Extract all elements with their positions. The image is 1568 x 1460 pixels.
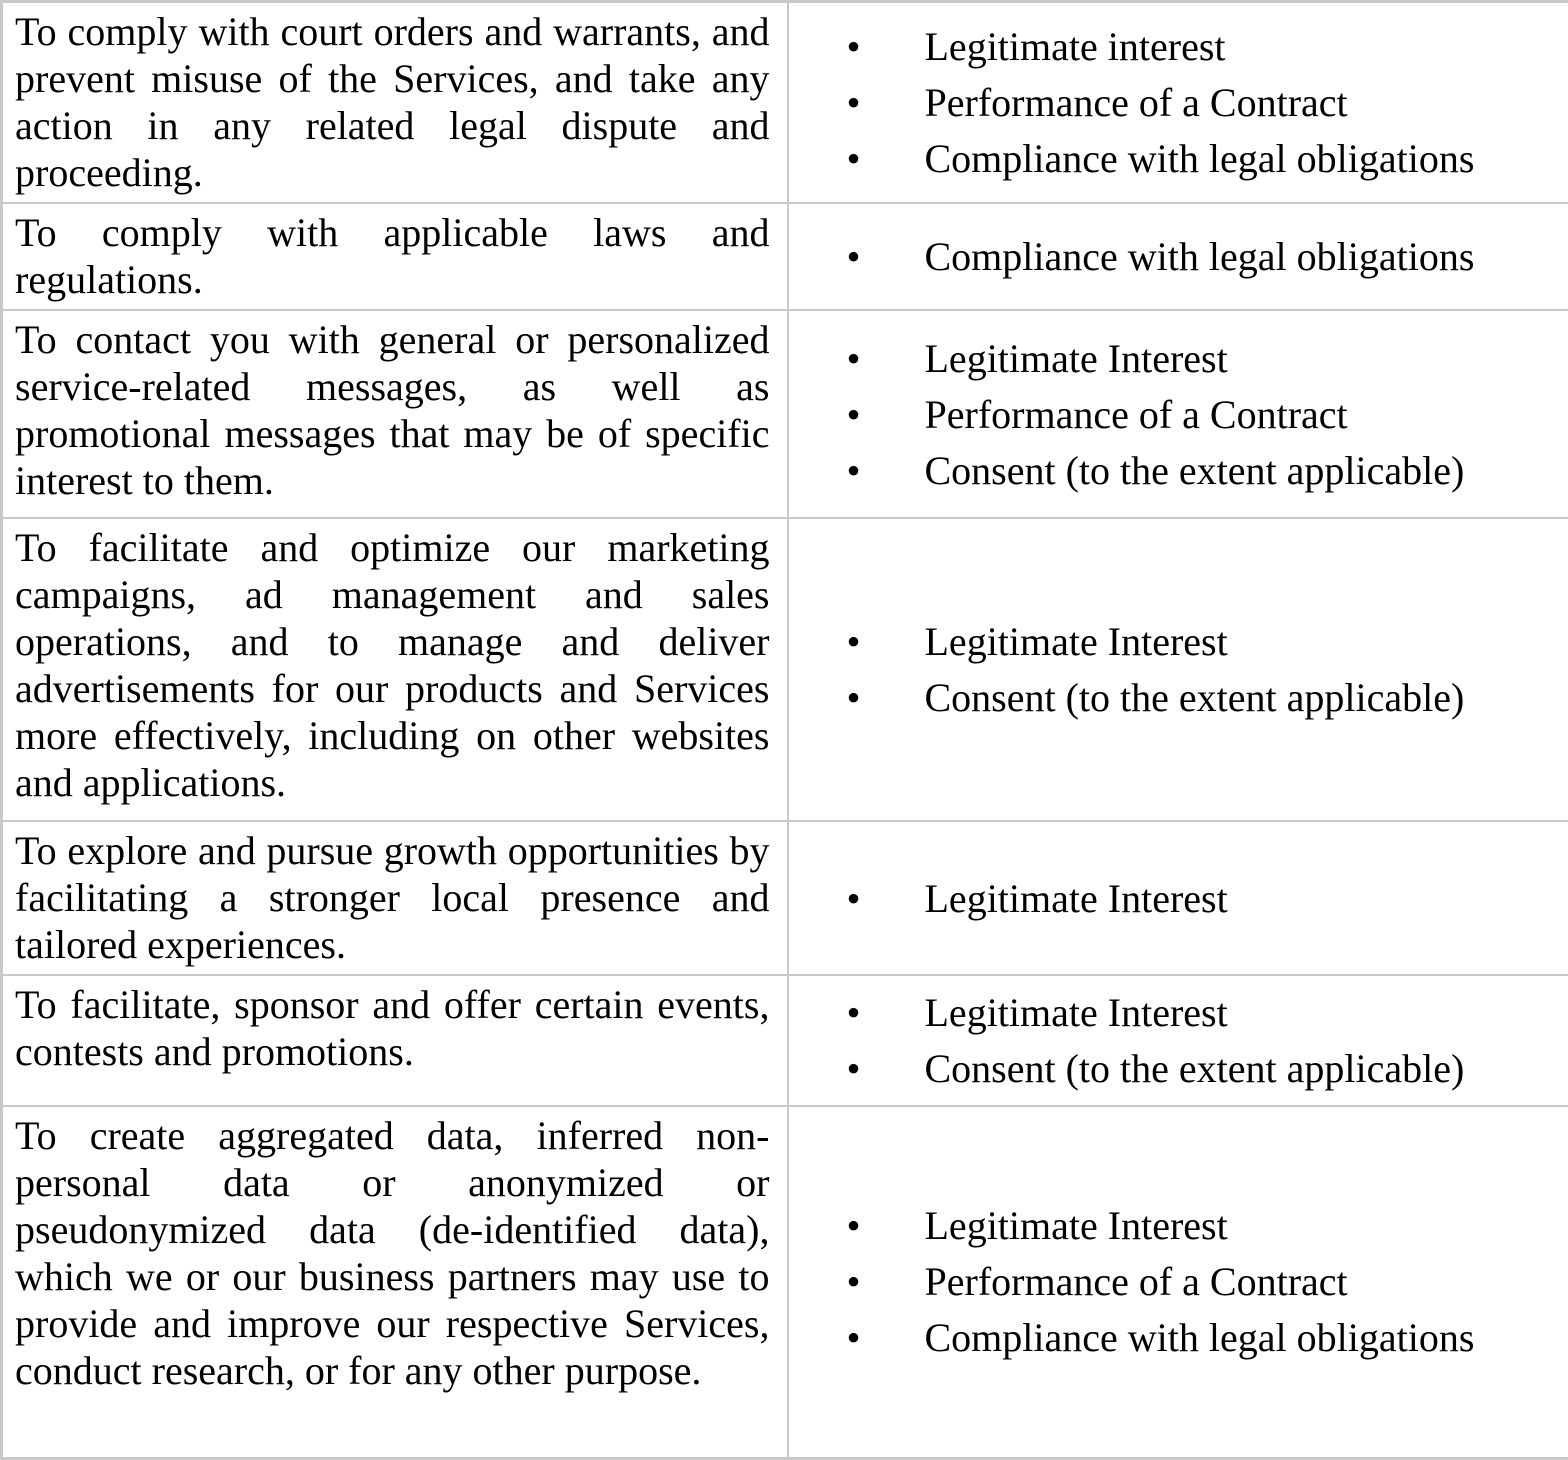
legal-basis-list <box>789 875 1559 922</box>
legal-basis-text: Compliance with legal obligations <box>925 233 1559 280</box>
purpose-cell <box>2 2 788 204</box>
legal-basis-item <box>847 447 1559 494</box>
bullet-icon: • <box>847 335 925 382</box>
bullet-icon: • <box>847 391 925 438</box>
purpose-text: To facilitate, sponsor and offer certain events, contests and promotions. <box>15 981 770 1075</box>
legal-basis-text: Performance of a Contract <box>925 391 1559 438</box>
purpose-cell <box>2 821 788 975</box>
purpose-text: To comply with court orders and warrants, and prevent misuse of the Services, and take any action in any related legal dispute and proceeding. <box>15 8 770 196</box>
purpose-text: To create aggregated data, inferred non-personal data or anonymized or pseudonymized data (de-identified data), which we or our business partners may use to provide and improve our respective Services, conduct research, or for any other purpose. <box>15 1112 770 1394</box>
purpose-cell <box>2 1106 788 1458</box>
table-row <box>2 975 1568 1106</box>
table-row <box>2 518 1568 821</box>
legal-basis-cell <box>788 2 1568 204</box>
legal-basis-list <box>789 23 1559 182</box>
legal-basis-text: Consent (to the extent applicable) <box>925 447 1559 494</box>
legal-basis-text: Legitimate Interest <box>925 618 1559 665</box>
bullet-icon: • <box>847 875 925 922</box>
legal-basis-cell <box>788 975 1568 1106</box>
legal-basis-text: Legitimate interest <box>925 23 1559 70</box>
legal-basis-cell <box>788 1106 1568 1458</box>
purpose-text: To explore and pursue growth opportunities by facilitating a stronger local presence and tailored experiences. <box>15 827 770 968</box>
purpose-cell <box>2 203 788 310</box>
legal-basis-item <box>847 335 1559 382</box>
legal-basis-list <box>789 233 1559 280</box>
legal-basis-text: Performance of a Contract <box>925 1258 1559 1305</box>
legal-basis-cell <box>788 518 1568 821</box>
legal-basis-cell <box>788 310 1568 518</box>
bullet-icon: • <box>847 1258 925 1305</box>
legal-basis-cell <box>788 821 1568 975</box>
legal-basis-text: Compliance with legal obligations <box>925 1314 1559 1361</box>
purpose-cell <box>2 975 788 1106</box>
bullet-icon: • <box>847 1202 925 1249</box>
bullet-icon: • <box>847 674 925 721</box>
legal-basis-item <box>847 233 1559 280</box>
bullet-icon: • <box>847 233 925 280</box>
legal-basis-item <box>847 1314 1559 1361</box>
legal-basis-item <box>847 135 1559 182</box>
legal-basis-text: Compliance with legal obligations <box>925 135 1559 182</box>
bullet-icon: • <box>847 135 925 182</box>
legal-basis-item <box>847 391 1559 438</box>
legal-basis-list <box>789 1202 1559 1361</box>
legal-basis-item <box>847 1202 1559 1249</box>
bullet-icon: • <box>847 23 925 70</box>
legal-basis-item <box>847 674 1559 721</box>
table-row <box>2 1106 1568 1458</box>
legal-basis-list <box>789 335 1559 494</box>
table-row <box>2 821 1568 975</box>
legal-basis-list <box>789 989 1559 1092</box>
bullet-icon: • <box>847 989 925 1036</box>
legal-basis-item <box>847 875 1559 922</box>
table-body <box>2 2 1568 1459</box>
legal-basis-text: Legitimate Interest <box>925 335 1559 382</box>
legal-basis-text: Legitimate Interest <box>925 989 1559 1036</box>
legal-basis-item <box>847 989 1559 1036</box>
legal-basis-list <box>789 618 1559 721</box>
legal-basis-text: Consent (to the extent applicable) <box>925 674 1559 721</box>
legal-basis-text: Consent (to the extent applicable) <box>925 1045 1559 1092</box>
legal-basis-text: Legitimate Interest <box>925 1202 1559 1249</box>
bullet-icon: • <box>847 618 925 665</box>
bullet-icon: • <box>847 1314 925 1361</box>
bullet-icon: • <box>847 1045 925 1092</box>
bullet-icon: • <box>847 79 925 126</box>
legal-basis-item <box>847 1045 1559 1092</box>
purpose-cell <box>2 310 788 518</box>
table-row <box>2 310 1568 518</box>
legal-basis-item <box>847 618 1559 665</box>
legal-basis-item <box>847 23 1559 70</box>
purpose-text: To facilitate and optimize our marketing campaigns, ad management and sales operations, and to manage and deliver advertisements for our products and Services more effectively, including on other websites and applications. <box>15 524 770 806</box>
purpose-text: To comply with applicable laws and regulations. <box>15 209 770 303</box>
table-row <box>2 203 1568 310</box>
table-row <box>2 2 1568 204</box>
bullet-icon: • <box>847 447 925 494</box>
legal-basis-item <box>847 1258 1559 1305</box>
legal-basis-text: Legitimate Interest <box>925 875 1559 922</box>
legal-basis-cell <box>788 203 1568 310</box>
purpose-cell <box>2 518 788 821</box>
legal-basis-item <box>847 79 1559 126</box>
purpose-text: To contact you with general or personalized service-related messages, as well as promotional messages that may be of specific interest to them. <box>15 316 770 504</box>
legal-basis-text: Performance of a Contract <box>925 79 1559 126</box>
